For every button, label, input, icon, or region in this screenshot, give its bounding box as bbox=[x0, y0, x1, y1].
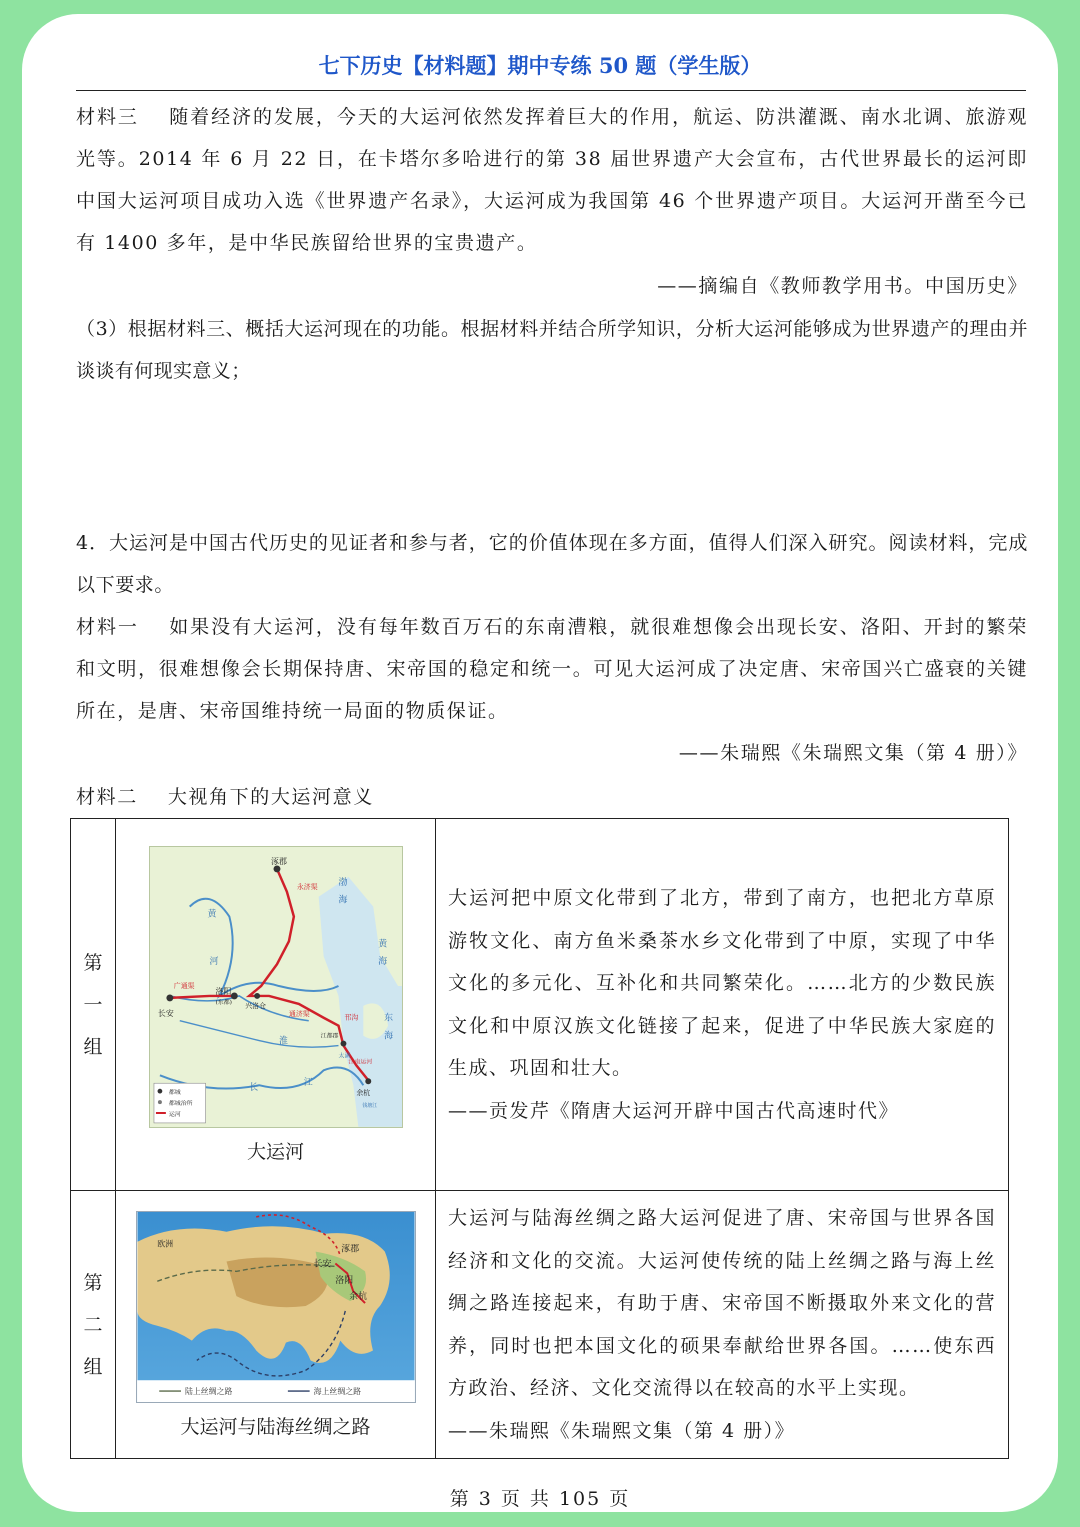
map-label-tongjiqu: 通济渠 bbox=[288, 1009, 310, 1018]
map-label-he: 河 bbox=[209, 956, 218, 967]
map-label-guangtongqu: 广通渠 bbox=[173, 981, 195, 990]
group-1-image-cell bbox=[116, 819, 436, 1191]
group-2-source: ——朱瑞熙《朱瑞熙文集（第 4 册）》 bbox=[448, 1419, 796, 1442]
map-label-changan: 长安 bbox=[157, 1008, 174, 1018]
map-label-taihu: 太湖 bbox=[338, 1051, 350, 1059]
map-label-yuhang: 余杭 bbox=[355, 1088, 370, 1097]
map-legend-capital: 都城 bbox=[168, 1088, 181, 1096]
question-4-intro: 4．大运河是中国古代历史的见证者和参与者，它的价值体现在多方面，值得人们深入研究。阅读材料，完成以下要求。 bbox=[76, 532, 1028, 596]
group-2-text: 大运河与陆海丝绸之路大运河促进了唐、宋帝国与世界各国经济和文化的交流。大运河使传统的陆上丝绸之路与海上丝绸之路连接起来，有助于唐、宋帝国不断摄取外来文化的营养，同时也把本国文化的硕果奉献给世界各国。……使东西方政治、经济、文化交流得以在较高的水平上实现。 bbox=[448, 1207, 996, 1399]
map2-label-zhuojun: 涿郡 bbox=[340, 1244, 359, 1255]
group-2-text-cell bbox=[436, 1191, 1009, 1459]
map-label-jiangnanhe: 江南运河 bbox=[347, 1057, 372, 1065]
material-3-source: ——摘编自《教师教学用书。中国历史》 bbox=[657, 275, 1028, 297]
map-label-jiangdu: 江都郡 bbox=[320, 1032, 338, 1040]
group-1-label: 第 一 组 bbox=[71, 819, 116, 1191]
map-label-bohai: 渤 bbox=[338, 877, 347, 888]
material-1-label: 材料一 bbox=[76, 616, 139, 638]
map-label-donghai-1: 东 bbox=[383, 1013, 393, 1024]
group-2-caption: 大运河与陆海丝绸之路 bbox=[180, 1415, 371, 1438]
material-2-heading bbox=[76, 776, 1028, 818]
table-row-group-1 bbox=[71, 819, 1009, 1191]
material-1-paragraph bbox=[76, 606, 1028, 732]
silk-road-map bbox=[136, 1211, 416, 1403]
map-label-changjiang-2: 江 bbox=[303, 1077, 313, 1088]
grand-canal-map bbox=[149, 846, 403, 1128]
map-label-dongdu: (东都) bbox=[214, 998, 232, 1006]
material-3-text: 随着经济的发展，今天的大运河依然发挥着巨大的作用，航运、防洪灌溉、南水北调、旅游观光等。2014 年 6 月 22 日，在卡塔尔多哈进行的第 38 届世界遗产大会宣布，古代世界最长的运河即中国大运河项目成功入选《世界遗产名录》，大运河成为我国第 46 个世界遗产项目。大运河开凿至今已有 1400 多年，是中华民族留给世界的宝贵遗产。 bbox=[76, 106, 1028, 254]
map-label-changjiang-1: 长 bbox=[248, 1082, 258, 1093]
map2-label-europe: 欧洲 bbox=[156, 1239, 173, 1249]
document-page bbox=[22, 14, 1058, 1512]
map-label-donghai-2: 海 bbox=[383, 1031, 393, 1042]
group-1-caption: 大运河 bbox=[246, 1140, 304, 1163]
map-legend-granary: 都城治所 bbox=[168, 1099, 193, 1107]
page-header-title: 七下历史【材料题】期中专练 50 题（学生版） bbox=[318, 53, 762, 78]
group-1-source: ——贡发芹《隋唐大运河开辟中国古代高速时代》 bbox=[448, 1099, 900, 1122]
map2-label-yuhang: 余杭 bbox=[348, 1291, 367, 1302]
map-label-yongjiqu: 永济渠 bbox=[296, 882, 318, 891]
map-label-hai: 海 bbox=[338, 895, 347, 906]
map-label-qiantangjiang: 钱塘江 bbox=[361, 1102, 377, 1109]
page-footer: 第 3 页 共 105 页 bbox=[449, 1488, 631, 1510]
header-rule bbox=[76, 90, 1026, 91]
map2-legend-land: 陆上丝绸之路 bbox=[184, 1386, 232, 1396]
map-label-huanghai-2: 海 bbox=[377, 956, 387, 967]
map2-label-changan: 长安 bbox=[313, 1258, 331, 1269]
material-3-paragraph bbox=[76, 96, 1028, 264]
map2-label-luoyang: 洛阳 bbox=[334, 1275, 353, 1286]
material-2-title: 大视角下的大运河意义 bbox=[167, 786, 374, 808]
material-1-source: ——朱瑞熙《朱瑞熙文集（第 4 册）》 bbox=[678, 742, 1028, 764]
map-label-hanguo: 邗沟 bbox=[343, 1013, 358, 1022]
map2-legend-sea: 海上丝绸之路 bbox=[313, 1386, 361, 1396]
group-2-image-cell bbox=[116, 1191, 436, 1459]
group-1-text-cell bbox=[436, 819, 1009, 1191]
material-1-text: 如果没有大运河，没有每年数百万石的东南漕粮，就很难想像会出现长安、洛阳、开封的繁荣和文明，很难想像会长期保持唐、宋帝国的稳定和统一。可见大运河成了决定唐、宋帝国兴亡盛衰的关键所在，是唐、宋帝国维持统一局面的物质保证。 bbox=[76, 616, 1028, 722]
map-label-huanghe: 黄 bbox=[207, 909, 216, 920]
map-label-luoyang: 洛阳 bbox=[214, 986, 231, 996]
map-label-huaihe: 淮 bbox=[278, 1036, 288, 1047]
map-label-xingluocang: 兴洛仓 bbox=[244, 1001, 266, 1010]
group-1-text: 大运河把中原文化带到了北方，带到了南方，也把北方草原游牧文化、南方鱼米桑茶水乡文化带到了中原，实现了中华文化的多元化、互补化和共同繁荣化。……北方的少数民族文化和中原汉族文化链接了起来，促进了中华民族大家庭的生成、巩固和壮大。 bbox=[448, 887, 996, 1079]
material-2-table bbox=[70, 818, 1009, 1459]
group-2-label: 第 二 组 bbox=[71, 1191, 116, 1459]
map-label-zhuojun: 涿郡 bbox=[270, 856, 287, 866]
question-3: （3）根据材料三、概括大运河现在的功能。根据材料并结合所学知识，分析大运河能够成为世界遗产的理由并谈谈有何现实意义； bbox=[76, 318, 1028, 382]
map-label-huanghai-1: 黄 bbox=[377, 938, 387, 949]
material-3-label: 材料三 bbox=[76, 106, 139, 128]
material-2-label: 材料二 bbox=[76, 786, 138, 808]
table-row-group-2 bbox=[71, 1191, 1009, 1459]
map-legend-canal: 运河 bbox=[168, 1110, 181, 1118]
